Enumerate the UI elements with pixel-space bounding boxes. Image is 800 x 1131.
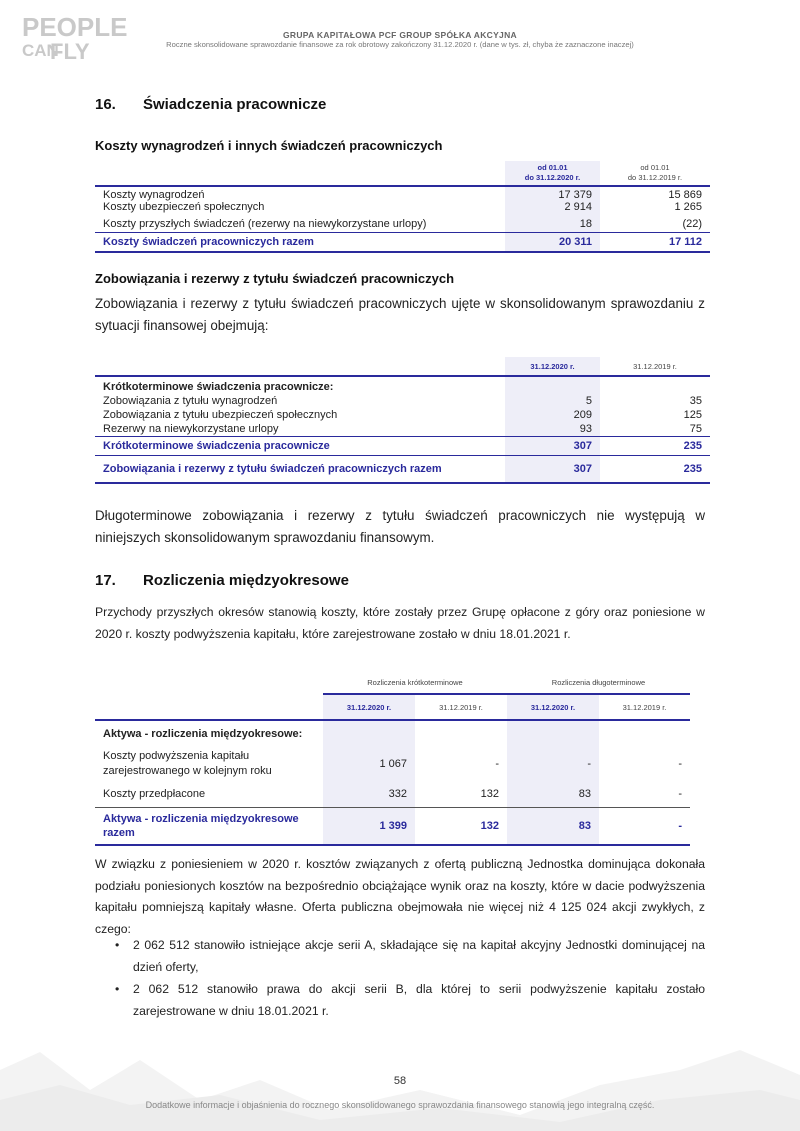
table-header-row [95, 161, 710, 186]
col-header-long-2019: 31.12.2019 r. [622, 703, 667, 712]
section-title: Świadczenia pracownicze [143, 96, 327, 113]
document-header-title: GRUPA KAPITAŁOWA PCF GROUP SPÓŁKA AKCYJNA [283, 30, 517, 40]
table-total-row: Koszty świadczeń pracowniczych razem 20 311 17 112 [95, 233, 710, 253]
logo-text-people: PEOPLE [22, 12, 128, 42]
document-header-subtitle: Roczne skonsolidowane sprawozdanie finansowe za rok obrotowy zakończony 31.12.2020 r. (dane w tys. zł, chyba że zaznaczone inaczej) [166, 40, 634, 49]
offering-paragraph: W związku z poniesieniem w 2020 r. kosztów związanych z ofertą publiczną Jednostka dominująca dokonała podziału poniesionych kosztów na bezpośrednio obciążające wynik oraz na koszty, które w dacie podwyższenia kapitału pomniejszą kapitały własne. Oferta publiczna obejmowała nie więcej niż 4 125 024 akcji zwykłych, z czego: [95, 857, 705, 936]
col-header-2019: 31.12.2019 r. [633, 362, 677, 371]
table-total-row: Aktywa - rozliczenia międzyokresowe razem 1 399 132 83 - [95, 808, 690, 846]
section-title: Rozliczenia międzyokresowe [143, 572, 349, 589]
offering-bullet-list [95, 935, 705, 1023]
table-header-row [95, 357, 710, 376]
longterm-note: Długoterminowe zobowiązania i rezerwy z tytułu świadczeń pracowniczych nie występują w niniejszych skonsolidowanym sprawozdaniu finansowym. [95, 508, 705, 545]
table-group-row: Krótkoterminowe świadczenia pracownicze: [95, 376, 710, 394]
costs-table [95, 161, 710, 253]
table-row: Koszty przedpłacone 332 132 83 - [95, 781, 690, 808]
table-subtotal-row: Krótkoterminowe świadczenia pracownicze 307 235 [95, 437, 710, 456]
logo-text-fly: FLY [50, 39, 90, 64]
col-group-long: Rozliczenia długoterminowe [507, 676, 690, 694]
table-row: Koszty przyszłych świadczeń (rezerwy na niewykorzystane urlopy) 18 (22) [95, 215, 710, 233]
col-header-2019: od 01.01 do 31.12.2019 r. [627, 163, 683, 182]
section-number: 16. [95, 96, 116, 113]
section-17-heading [95, 572, 349, 589]
bullet-icon: • [115, 938, 120, 952]
liabilities-heading: Zobowiązania i rezerwy z tytułu świadczeń pracowniczych [95, 271, 455, 286]
footer-note: Dodatkowe informacje i objaśnienia do rocznego skonsolidowanego sprawozdania finansowego stanowią jego integralną część. [145, 1100, 655, 1110]
costs-heading: Koszty wynagrodzeń i innych świadczeń pracowniczych [95, 138, 443, 153]
list-item: • 2 062 512 stanowiło istniejące akcje serii A, składające się na kapitał akcyjny Jednostki dominującej na dzień oferty, [95, 935, 705, 978]
liabilities-table [95, 357, 710, 484]
bullet-icon: • [115, 982, 120, 996]
col-header-short-2020: 31.12.2020 r. [323, 694, 415, 720]
table-group-row: Aktywa - rozliczenia międzyokresowe: [95, 720, 690, 747]
accruals-intro: Przychody przyszłych okresów stanowią koszty, które zostały przez Grupę opłacone z góry oraz poniesione w 2020 r. koszty podwyższenia kapitału, które zarejestrowane zostało w dniu 18.01.2021 r. [95, 605, 705, 641]
section-number: 17. [95, 572, 116, 589]
list-item: • 2 062 512 stanowiło prawa do akcji serii B, dla której to serii podwyższenie kapitału zostało zarejestrowane w dniu 18.01.2021 r. [95, 979, 705, 1022]
col-group-short: Rozliczenia krótkoterminowe [323, 676, 507, 694]
table-row: Zobowiązania z tytułu ubezpieczeń społecznych 209 125 [103, 409, 702, 421]
table-total-row: Zobowiązania i rezerwy z tytułu świadczeń pracowniczych razem 307 235 [95, 456, 710, 484]
col-header-short-2019: 31.12.2019 r. [439, 703, 483, 712]
table-row: Koszty podwyższenia kapitału zarejestrowanego w kolejnym roku 1 067 - - - [95, 747, 690, 781]
table-row: Koszty ubezpieczeń społecznych 2 914 1 265 [103, 201, 702, 213]
table-row: Koszty wynagrodzeń 17 379 15 869 [95, 186, 710, 201]
table-row: Zobowiązania z tytułu wynagrodzeń 5 35 [103, 395, 702, 407]
col-header-long-2020: 31.12.2020 r. [507, 694, 599, 720]
table-row: Rezerwy na niewykorzystane urlopy 93 75 [103, 423, 702, 435]
accruals-table [95, 676, 690, 846]
col-header-2020: 31.12.2020 r. [505, 357, 600, 376]
table-header-row [95, 694, 690, 720]
table-group-header-row [95, 676, 690, 694]
section-16-heading [95, 96, 326, 113]
col-header-2020: od 01.01 do 31.12.2020 r. [505, 161, 600, 186]
logo-text-can: CAN [22, 41, 59, 60]
liabilities-intro: Zobowiązania i rezerwy z tytułu świadczeń pracowniczych ujęte w skonsolidowanym sprawozdaniu z sytuacji finansowej obejmują: [95, 296, 705, 333]
page-number: 58 [393, 1075, 407, 1087]
